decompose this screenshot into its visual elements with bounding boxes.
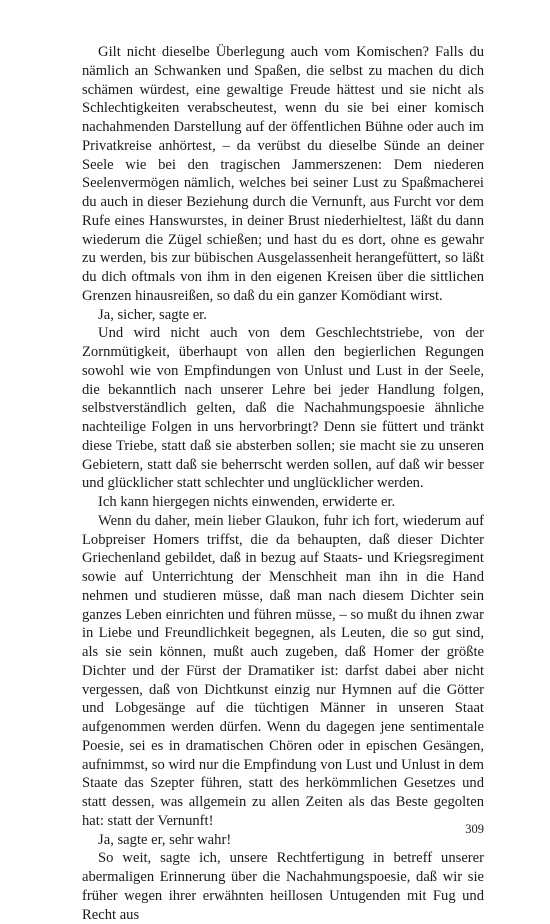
paragraph-4: Ich kann hiergegen nichts einwenden, erwiderte er. bbox=[98, 494, 396, 510]
paragraph-3: Und wird nicht auch von dem Geschlechtstriebe, von der Zornmütigkeit, überhaupt von allen den begierlichen Regungen sowohl wie von Empfindungen von Unlust und Lust in der Seele, die bekanntlich nach unserer Lehre bei jeder Handlung folgen, selbstverständlich gelten, daß die Nachahmungspoesie ähnliche nachteilige Folgen in uns hervorbringt? Denn sie füttert und tränkt diese Triebe, statt daß sie absterben sollen; sie macht sie zu unseren Gebietern, statt daß sie beherrscht werden sollen, auf daß wir besser und glücklicher statt schlechter und unglücklicher werden. bbox=[82, 325, 484, 492]
paragraph-7: So weit, sagte ich, unsere Rechtfertigung in betreff unserer abermaligen Erinnerung über die Nachahmungspoesie, daß wir sie früher wegen ihrer erwähnten heillosen Untugenden mit Fug und Recht aus bbox=[82, 850, 484, 923]
body-text bbox=[82, 43, 484, 924]
paragraph-6: Ja, sagte er, sehr wahr! bbox=[98, 831, 232, 848]
paragraph-1: Gilt nicht dieselbe Überlegung auch vom Komischen? Falls du nämlich an Schwanken und Spaßen, die selbst zu machen du dich schämen würdest, eine gewaltige Freude hättest und sie nicht als Schlechtigkeiten verabscheutest, wenn du sie bei einer komisch nachahmenden Darstellung auf der öffentlichen Bühne oder auch im Privatkreise anhörtest, – da verübst du dieselbe Sünde an deiner Seele wie bei den tragischen Jammerszenen: Dem niederen Seelenvermögen nämlich, welches bei seiner Lust zu Spaßmacherei du auch in dieser Beziehung durch die Vernunft, aus Furcht vor dem Rufe eines Hanswurstes, in deiner Brust niederhieltest, läßt du dann wiederum die Zügel schießen; und hast du es dort, ohne es gewahr zu werden, bis zur bübischen Ausgelassenheit herangefüttert, so läßt du dich oftmals von ihm in den eigenen Kreisen über die sittlichen Grenzen hinausreißen, so daß du ein ganzer Komödiant wirst. bbox=[82, 44, 484, 304]
paragraph-2: Ja, sicher, sagte er. bbox=[98, 306, 207, 323]
paragraph-5: Wenn du daher, mein lieber Glaukon, fuhr ich fort, wiederum auf Lobpreiser Homers triffst, die da behaupten, daß dieser Dichter Griechenland gebildet, daß in bezug auf Staats- und Kriegsregiment sowie auf Unterrichtung der Menschheit man ihn in die Hand nehmen und studieren müsse, daß man nach diesem Dichter sein ganzes Leben einrichten und führen müsse, – so mußt du ihnen zwar in Liebe und Freundlichkeit begegnen, als Leuten, die so gut sind, als sie sein können, mußt auch zugeben, daß Homer der größte Dichter und der Fürst der Dramatiker ist: darfst dabei aber nicht vergessen, daß von Dichtkunst einzig nur Hymnen auf die Götter und Lobgesänge auf die tüchtigen Männer in unseren Staat aufgenommen werden dürfen. Wenn du dagegen jene sentimentale Poesie, sei es in dramatischen Chören oder in epischen Gesängen, aufnimmst, so wird nur die Empfindung von Lust und Unlust in dem Staate das Szepter führen, statt des herkömmlichen Gesetzes und statt dessen, was allgemein zu allen Zeiten als das Beste gegolten hat: statt der Vernunft! bbox=[82, 512, 484, 829]
page-number: 309 bbox=[465, 822, 484, 836]
